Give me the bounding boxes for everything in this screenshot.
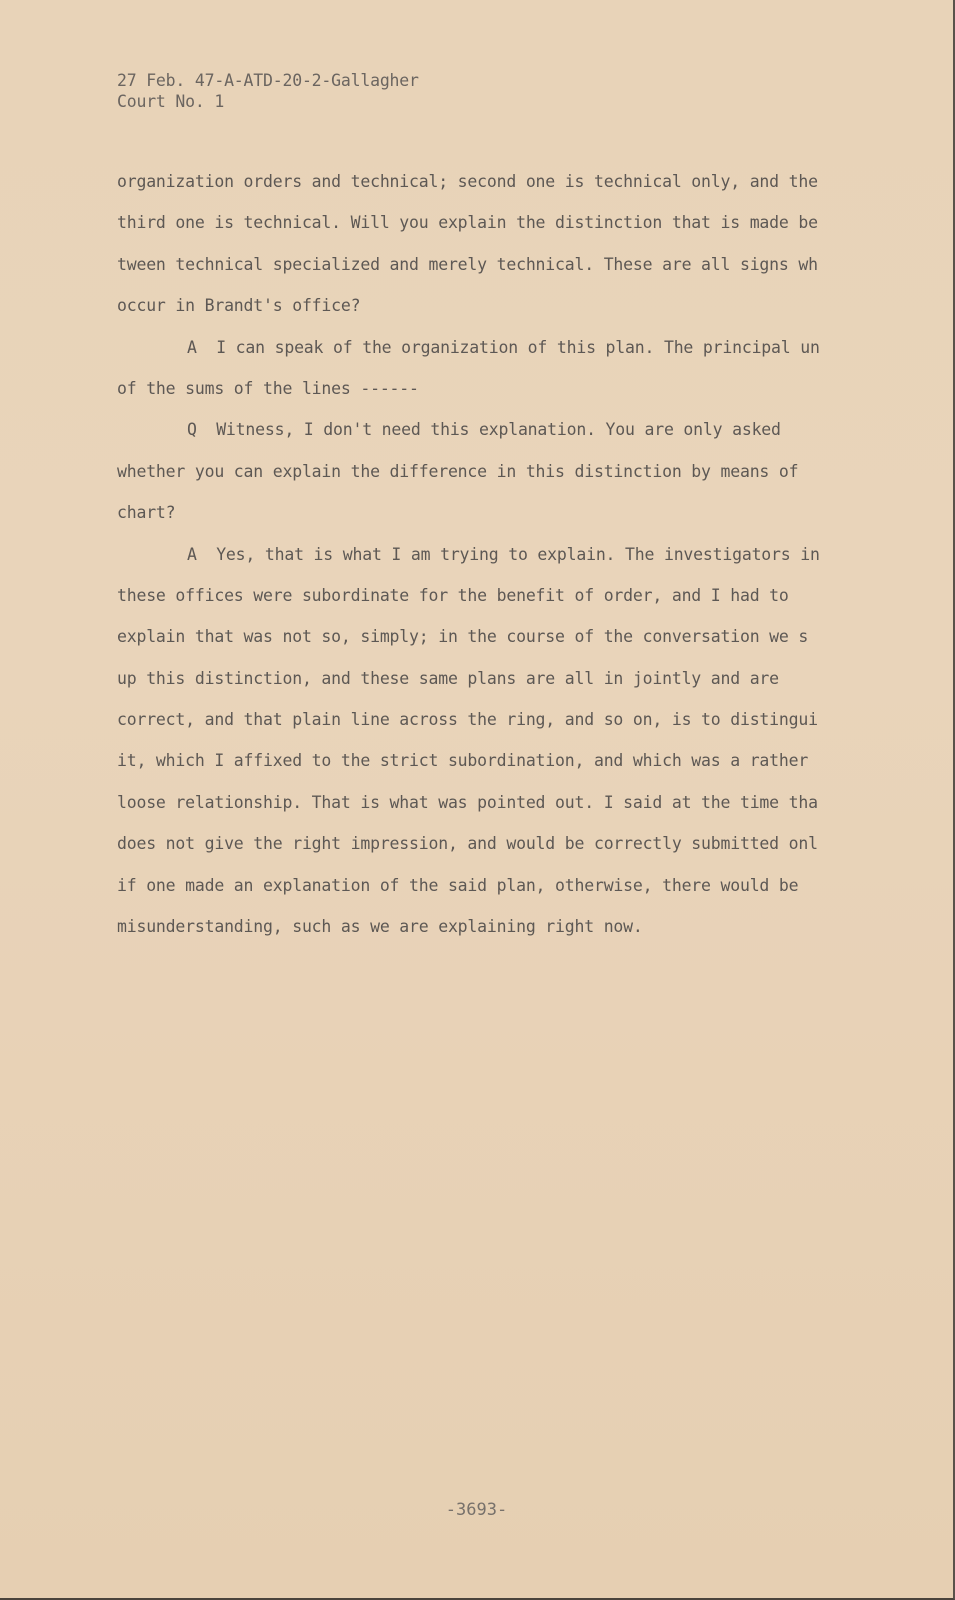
document-header <box>117 70 419 112</box>
transcript-body <box>117 170 852 956</box>
header-court-number: Court No. 1 <box>117 92 225 111</box>
transcript-line: if one made an explanation of the said plan, otherwise, there would be <box>117 875 799 895</box>
transcript-line: organization orders and technical; second one is technical only, and the <box>117 172 818 191</box>
transcript-answer-line: A Yes, that is what I am trying to explain. The investigators in <box>187 544 820 564</box>
transcript-line: these offices were subordinate for the benefit of order, and I had to <box>117 585 789 605</box>
page-number: -3693- <box>445 1500 508 1520</box>
transcript-answer-line: A I can speak of the organization of this plan. The principal un <box>187 337 820 357</box>
transcript-line: whether you can explain the difference in this distinction by means of <box>117 461 799 481</box>
transcript-line: does not give the right impression, and would be correctly submitted onl <box>117 834 818 854</box>
transcript-line: occur in Brandt's office? <box>117 296 361 316</box>
transcript-line: loose relationship. That is what was pointed out. I said at the time tha <box>117 792 818 812</box>
transcript-line: chart? <box>117 503 176 523</box>
transcript-line: of the sums of the lines ------ <box>117 378 419 398</box>
transcript-line: explain that was not so, simply; in the course of the conversation we s <box>117 627 809 647</box>
header-date-reference: 27 Feb. 47-A-ATD-20-2-Gallagher <box>117 71 419 90</box>
transcript-question-line: Q Witness, I don't need this explanation. You are only asked <box>187 420 781 440</box>
transcript-line: misunderstanding, such as we are explaining right now. <box>117 917 643 937</box>
transcript-line: up this distinction, and these same plans are all in jointly and are <box>117 668 779 688</box>
transcript-line: correct, and that plain line across the ring, and so on, is to distingui <box>117 710 818 730</box>
transcript-line: tween technical specialized and merely technical. These are all signs wh <box>117 254 818 274</box>
transcript-line: it, which I affixed to the strict subordination, and which was a rather <box>117 751 809 771</box>
transcript-line: third one is technical. Will you explain the distinction that is made be <box>117 213 818 233</box>
